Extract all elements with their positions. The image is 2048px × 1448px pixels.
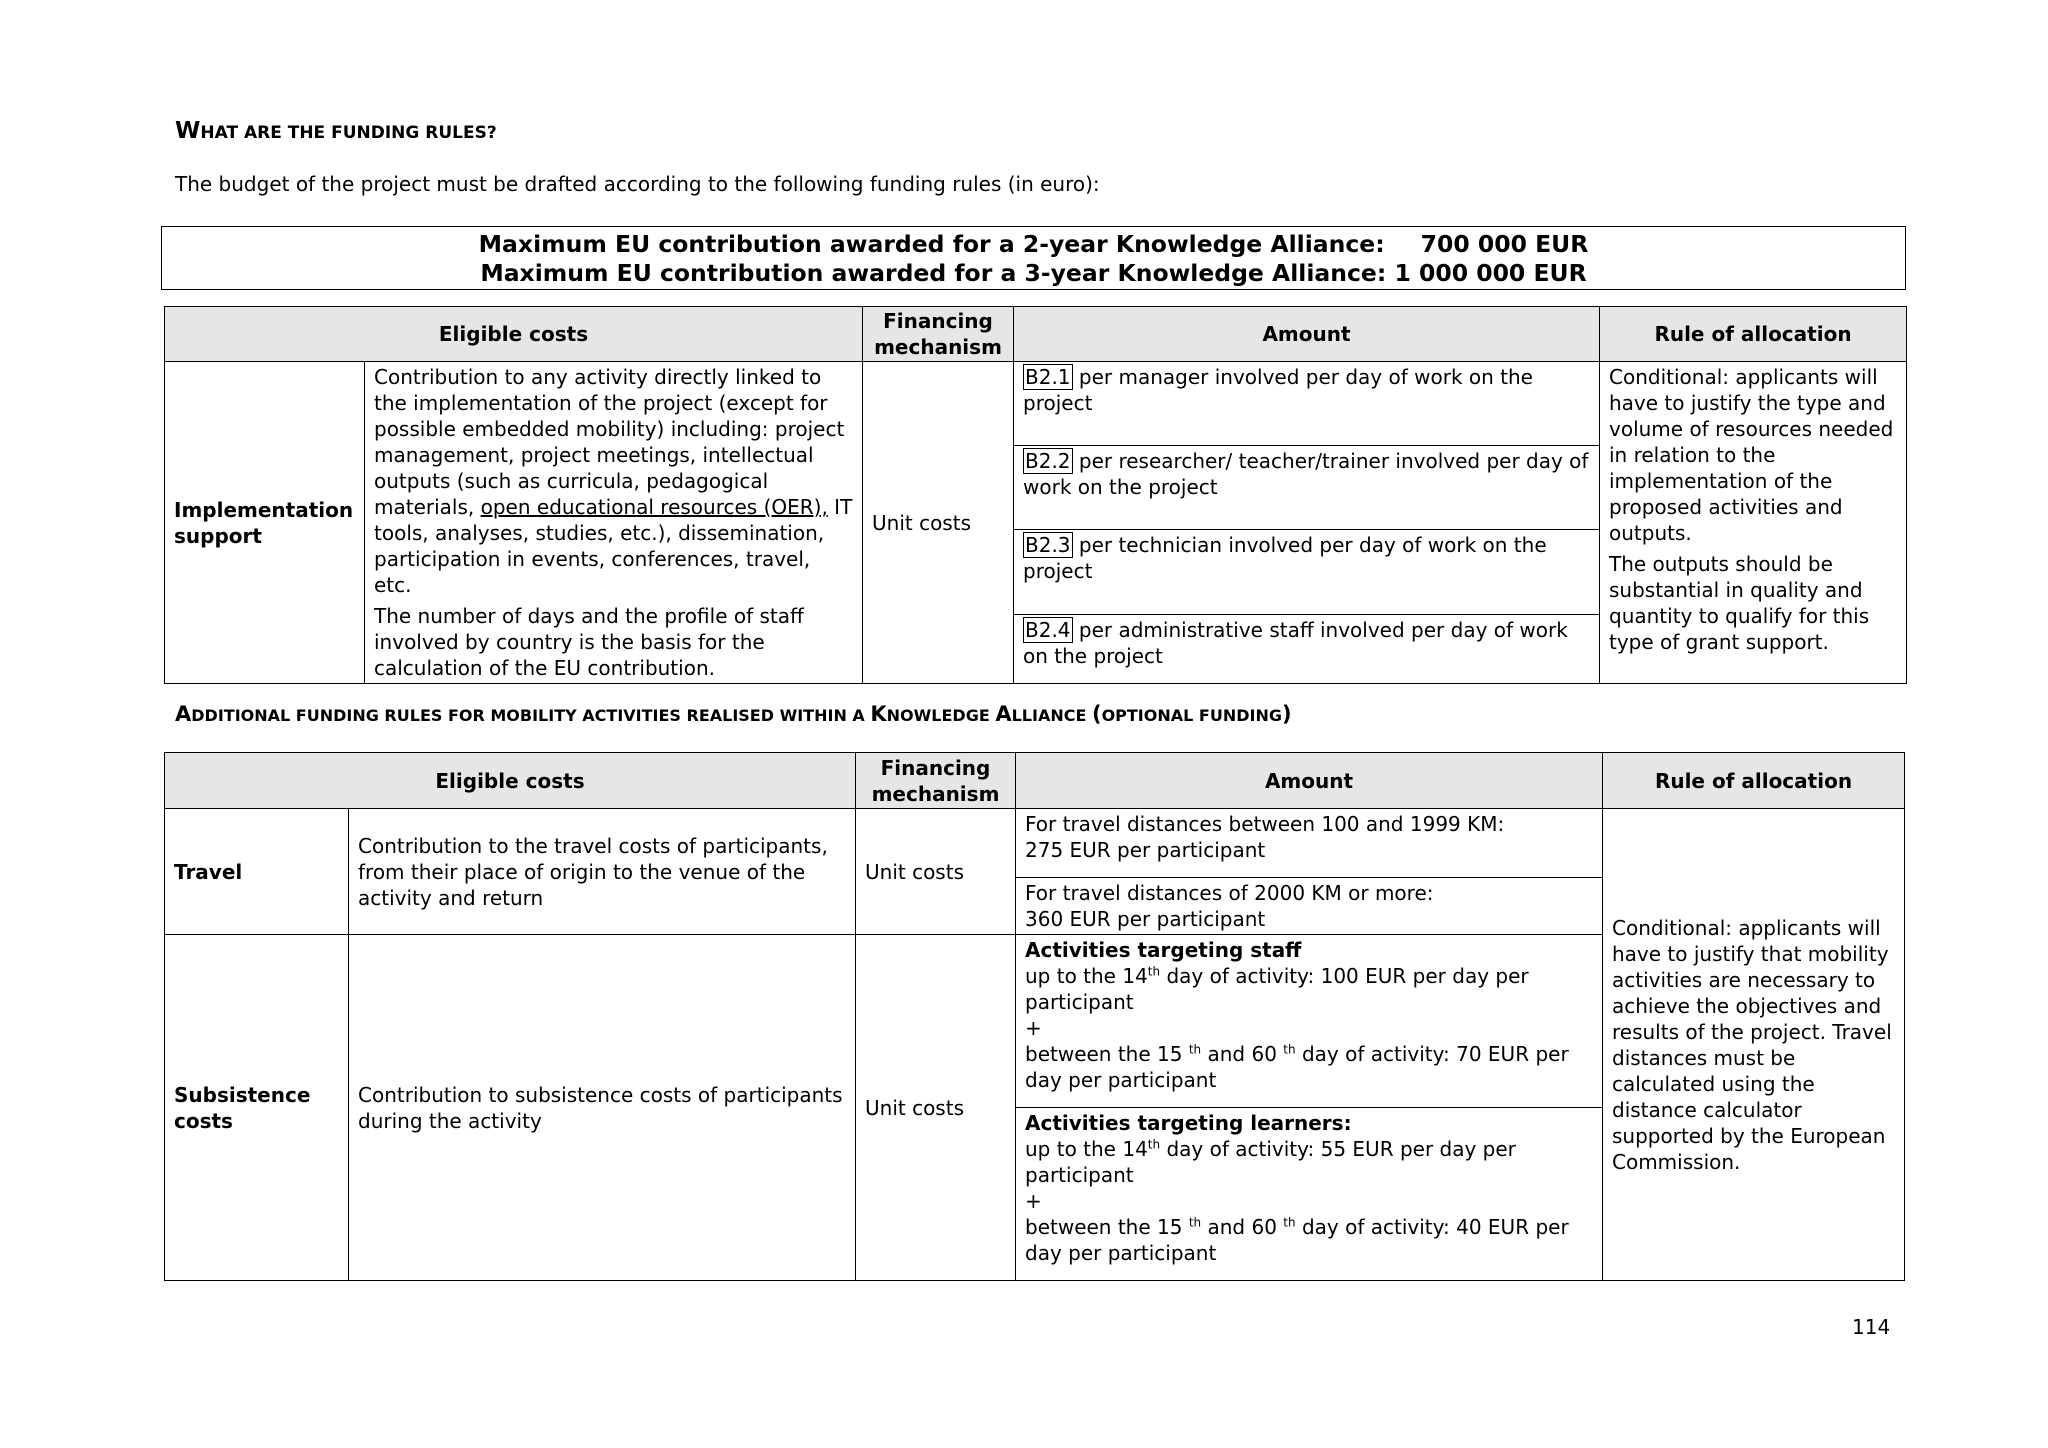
header-rule-of-allocation: Rule of allocation: [1600, 307, 1907, 362]
header-financing-mechanism: Financing mechanism: [856, 753, 1016, 809]
category-implementation-support: Implementation support: [165, 362, 365, 684]
max-contribution-box: [161, 226, 1906, 290]
rule-of-allocation-cell: [1600, 362, 1907, 684]
oer-link[interactable]: open educational resources (OER),: [480, 495, 828, 519]
table-row: [165, 362, 1907, 446]
financing-unit-costs: Unit costs: [856, 809, 1016, 935]
travel-description: Contribution to the travel costs of participants, from their place of origin to the venue of the activity and return: [349, 809, 856, 935]
unit-cost-code: B2.1: [1025, 365, 1071, 389]
implementation-description: [365, 362, 863, 684]
page-number: 114: [1852, 1315, 1891, 1339]
category-travel: Travel: [165, 809, 349, 935]
table-row: [165, 809, 1905, 878]
rule-of-allocation-cell: Conditional: applicants will have to justify that mobility activities are necessary to achieve the objectives and results of the project. Travel distances must be calculated using the distance calculator supported by the European Commission.: [1603, 809, 1905, 1281]
header-amount: Amount: [1014, 307, 1600, 362]
amount-cell: B2.2 per researcher/ teacher/trainer involved per day of work on the project: [1014, 446, 1600, 530]
intro-text: The budget of the project must be drafted according to the following funding rules (in euro):: [175, 172, 1100, 196]
learners-title: Activities targeting learners:: [1025, 1111, 1352, 1135]
max-contribution-3-year: Maximum EU contribution awarded for a 3-year Knowledge Alliance: 1 000 000 EUR: [480, 259, 1587, 287]
amount-cell: For travel distances of 2000 KM or more: 360 EUR per participant: [1016, 878, 1603, 935]
financing-unit-costs: Unit costs: [856, 935, 1016, 1281]
section-heading-mobility: ADDITIONAL FUNDING RULES FOR MOBILITY ACTIVITIES REALISED WITHIN A KNOWLEDGE ALLIANCE (OPTIONAL FUNDING): [175, 702, 1292, 726]
max-contribution-2-year: Maximum EU contribution awarded for a 2-year Knowledge Alliance: 700 000 EUR: [478, 230, 1589, 258]
header-financing-mechanism: Financing mechanism: [863, 307, 1014, 362]
implementation-support-table: [164, 306, 1907, 684]
amount-cell: B2.3 per technician involved per day of work on the project: [1014, 530, 1600, 615]
mobility-funding-table: [164, 752, 1905, 1281]
category-subsistence-costs: Subsistence costs: [165, 935, 349, 1281]
unit-cost-code: B2.2: [1025, 449, 1071, 474]
amount-cell-staff: Activities targeting staff up to the 14th day of activity: 100 EUR per day per participant + between the 15 $^{th}$ and 60 $^{th}$ day of activity: 70 EUR per day per participant: [1016, 935, 1603, 1108]
header-eligible-costs: Eligible costs: [165, 753, 856, 809]
unit-cost-code: B2.3: [1025, 533, 1071, 558]
financing-unit-costs: Unit costs: [863, 362, 1014, 684]
amount-cell: B2.4 per administrative staff involved per day of work on the project: [1014, 615, 1600, 684]
amount-cell: B2.1 per manager involved per day of work on the project: [1014, 362, 1600, 446]
header-rule-of-allocation: Rule of allocation: [1603, 753, 1905, 809]
amount-cell: For travel distances between 100 and 1999 KM: 275 EUR per participant: [1016, 809, 1603, 878]
page-heading: WHAT ARE THE FUNDING RULES?: [175, 118, 497, 144]
table-header-row: [165, 753, 1905, 809]
subsistence-description: Contribution to subsistence costs of participants during the activity: [349, 935, 856, 1281]
rule-paragraph: Conditional: applicants will have to justify the type and volume of resources needed in relation to the implementation of the proposed activities and outputs.: [1609, 365, 1894, 545]
amount-cell-learners: Activities targeting learners: up to the 14th day of activity: 55 EUR per day per participant + between the 15 $^{th}$ and 60 $^{th}$ day of activity: 40 EUR per day per participant: [1016, 1108, 1603, 1281]
staff-title: Activities targeting staff: [1025, 938, 1302, 962]
unit-cost-code: B2.4: [1025, 618, 1071, 643]
description-paragraph: The number of days and the profile of staff involved by country is the basis for the calculation of the EU contribution.: [374, 604, 804, 680]
header-amount: Amount: [1016, 753, 1603, 809]
rule-paragraph: The outputs should be substantial in quality and quantity to qualify for this type of grant support.: [1609, 552, 1870, 654]
header-eligible-costs: Eligible costs: [165, 307, 863, 362]
table-header-row: [165, 307, 1907, 362]
description-paragraph: Contribution to any activity directly linked to the implementation of the project (except for possible embedded mobility) including: project management, project meetings, intellectual outputs (such as curricula, pedagogical materials, open educational resources (OER), IT tools, analyses, studies, etc.), dissemination, participation in events, conferences, travel, etc.: [374, 365, 853, 597]
